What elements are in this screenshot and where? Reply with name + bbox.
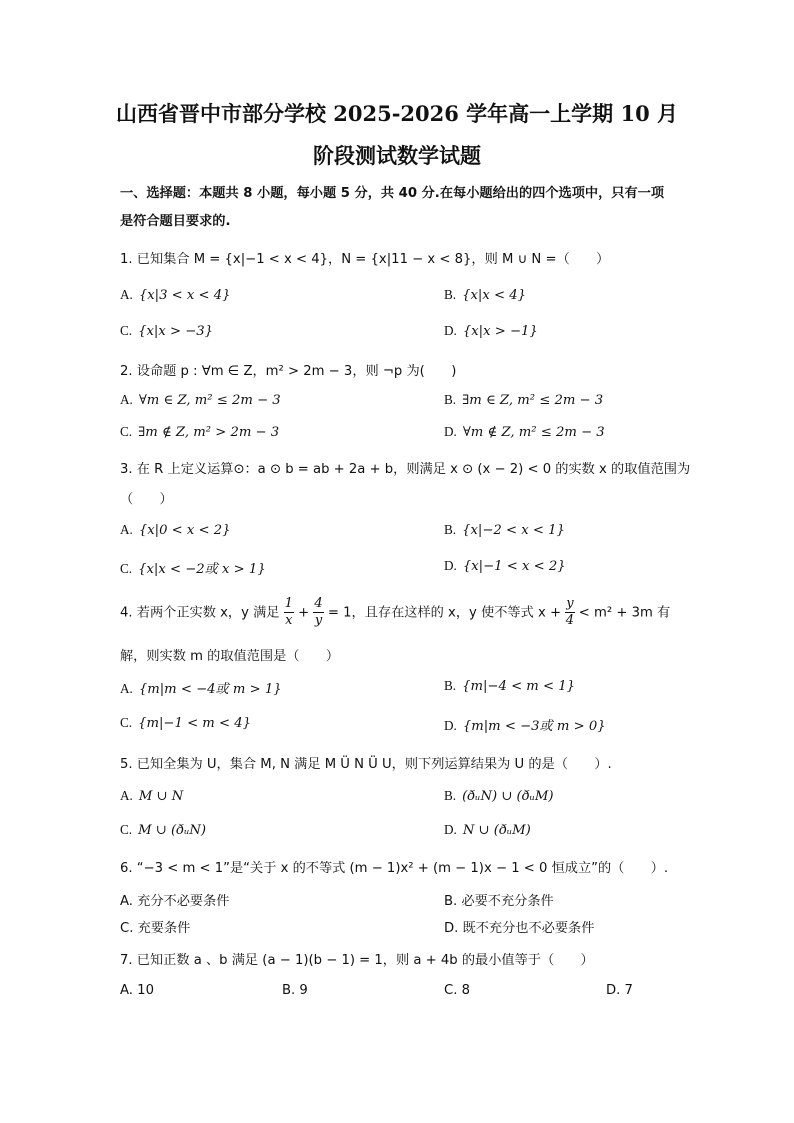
question-3-option-c[interactable] <box>120 558 266 577</box>
question-6-stem: 6. “−3 < m < 1”是“关于 x 的不等式 (m − 1)x² + (m − 1)x − 1 < 0 恒成立”的（ ）. <box>120 861 669 876</box>
option-math: ∀m ∈ Z, m² ≤ 2m − 3 <box>138 393 281 408</box>
question-6-option-b[interactable]: B. 必要不充分条件 <box>444 894 554 909</box>
question-6-option-a[interactable]: A. 充分不必要条件 <box>120 894 230 909</box>
option-letter: A. <box>120 681 133 696</box>
question-7-stem: 7. 已知正数 a 、b 满足 (a − 1)(b − 1) = 1，则 a + 4b 的最小值等于（ ） <box>120 953 594 968</box>
option-letter: C. <box>120 561 133 576</box>
option-math: M ∪ (ðᵤN) <box>138 823 207 838</box>
question-4-stem-part3: < m² + 3m 有 <box>578 605 671 621</box>
question-2-option-a[interactable] <box>120 392 281 408</box>
option-letter: C. <box>120 715 133 730</box>
option-math: {x|0 < x < 2} <box>138 523 231 538</box>
question-3-stem: 3. 在 R 上定义运算⊙：a ⊙ b = ab + 2a + b，则满足 x ⊙ (x − 2) < 0 的实数 x 的取值范围为 <box>120 462 691 477</box>
option-letter: A. <box>120 522 133 537</box>
question-2-stem: 2. 设命题 p : ∀m ∈ Z，m² > 2m − 3，则 ¬p 为( ) <box>120 364 457 379</box>
option-math: {m|m < −4或 m > 1} <box>138 682 282 697</box>
option-letter: B. <box>444 678 457 693</box>
question-4-option-c[interactable] <box>120 715 251 731</box>
question-1-option-b[interactable] <box>444 287 526 303</box>
question-1-option-d[interactable] <box>444 323 538 339</box>
fraction-denominator: x <box>285 613 293 628</box>
exam-title-line2: 阶段测试数学试题 <box>313 143 481 168</box>
question-7-option-a[interactable]: A. 10 <box>120 983 154 998</box>
question-4-stem-part2: = 1，且存在这样的 x，y 使不等式 x + <box>327 605 562 621</box>
fraction-y-over-4 <box>565 596 574 629</box>
question-4-stem <box>120 596 670 629</box>
option-math: N ∪ (ðᵤM) <box>462 823 531 838</box>
question-4-stem-part1: 4. 若两个正实数 x，y 满足 <box>120 605 280 621</box>
question-5-option-a[interactable] <box>120 788 183 804</box>
question-3-option-d[interactable] <box>444 558 566 574</box>
option-math: {x|x > −3} <box>138 324 214 339</box>
option-letter: A. <box>120 287 133 302</box>
option-math: ∃m ∉ Z, m² > 2m − 3 <box>138 425 280 440</box>
fraction-denominator: 4 <box>565 613 575 628</box>
option-math: {m|−4 < m < 1} <box>462 679 576 694</box>
option-letter: B. <box>444 788 457 803</box>
question-6-option-c[interactable]: C. 充要条件 <box>120 921 191 936</box>
option-math: {x|−1 < x < 2} <box>462 559 566 574</box>
option-letter: C. <box>120 323 133 338</box>
question-1-option-c[interactable] <box>120 323 213 339</box>
question-4-stem-cont: 解，则实数 m 的取值范围是（ ） <box>120 649 340 664</box>
question-7-option-b[interactable]: B. 9 <box>282 983 308 998</box>
question-4-option-d[interactable] <box>444 715 606 734</box>
question-5-stem: 5. 已知全集为 U，集合 M, N 满足 M Ü N Ü U，则下列运算结果为 U 的是（ ）. <box>120 757 612 772</box>
option-letter: B. <box>444 392 457 407</box>
question-3-stem-cont: （ ） <box>120 492 173 507</box>
option-math: {x|−2 < x < 1} <box>462 523 565 538</box>
option-letter: A. <box>120 392 133 407</box>
option-math: {x|x < −2或 x > 1} <box>138 562 266 577</box>
option-math: {m|m < −3或 m > 0} <box>462 719 606 734</box>
fraction-numerator: 1 <box>284 596 293 611</box>
section-heading-line1: 一、选择题：本题共 8 小题，每小题 5 分，共 40 分.在每小题给出的四个选项中，只有一项 <box>120 186 665 201</box>
fraction-numerator: y <box>566 596 574 611</box>
option-math: ∃m ∈ Z, m² ≤ 2m − 3 <box>462 393 604 408</box>
fraction-denominator: y <box>314 613 323 628</box>
question-5-option-b[interactable] <box>444 788 554 804</box>
option-math: {x|x > −1} <box>462 324 538 339</box>
question-3-option-b[interactable] <box>444 522 565 538</box>
option-math: {x|3 < x < 4} <box>138 288 231 303</box>
plus-sign: + <box>298 605 310 621</box>
question-7-option-c[interactable]: C. 8 <box>444 983 470 998</box>
option-letter: D. <box>444 822 457 837</box>
question-4-option-b[interactable] <box>444 678 575 694</box>
fraction-4-over-y <box>313 596 323 629</box>
question-4-option-a[interactable] <box>120 678 282 697</box>
question-5-option-c[interactable] <box>120 822 206 838</box>
fraction-1-over-x <box>284 596 294 629</box>
question-1-stem: 1. 已知集合 M = {x|−1 < x < 4}，N = {x|11 − x < 8}，则 M ∪ N =（ ） <box>120 252 610 267</box>
option-letter: D. <box>444 424 457 439</box>
option-math: M ∪ N <box>138 789 184 804</box>
option-letter: C. <box>120 822 133 837</box>
question-3-option-a[interactable] <box>120 522 231 538</box>
question-6-option-d[interactable]: D. 既不充分也不必要条件 <box>444 921 595 936</box>
section-heading <box>120 180 680 236</box>
option-letter: B. <box>444 287 457 302</box>
question-2-option-b[interactable] <box>444 392 603 408</box>
option-letter: B. <box>444 522 457 537</box>
question-7-option-d[interactable]: D. 7 <box>606 983 633 998</box>
exam-title-line1: 山西省晋中市部分学校 2025-2026 学年高一上学期 10 月 <box>115 101 679 126</box>
question-5-option-d[interactable] <box>444 822 531 838</box>
option-letter: C. <box>120 424 133 439</box>
question-2-option-d[interactable] <box>444 424 605 440</box>
option-math: {m|−1 < m < 4} <box>138 716 252 731</box>
option-math: {x|x < 4} <box>462 288 527 303</box>
option-letter: D. <box>444 558 457 573</box>
question-2-option-c[interactable] <box>120 424 279 440</box>
option-letter: D. <box>444 718 457 733</box>
section-heading-line2: 是符合题目要求的. <box>120 214 231 229</box>
option-math: ∀m ∉ Z, m² ≤ 2m − 3 <box>462 425 605 440</box>
question-1-option-a[interactable] <box>120 287 231 303</box>
option-letter: D. <box>444 323 457 338</box>
option-math: (ðᵤN) ∪ (ðᵤM) <box>462 789 554 804</box>
option-letter: A. <box>120 788 133 803</box>
fraction-numerator: 4 <box>314 596 323 611</box>
